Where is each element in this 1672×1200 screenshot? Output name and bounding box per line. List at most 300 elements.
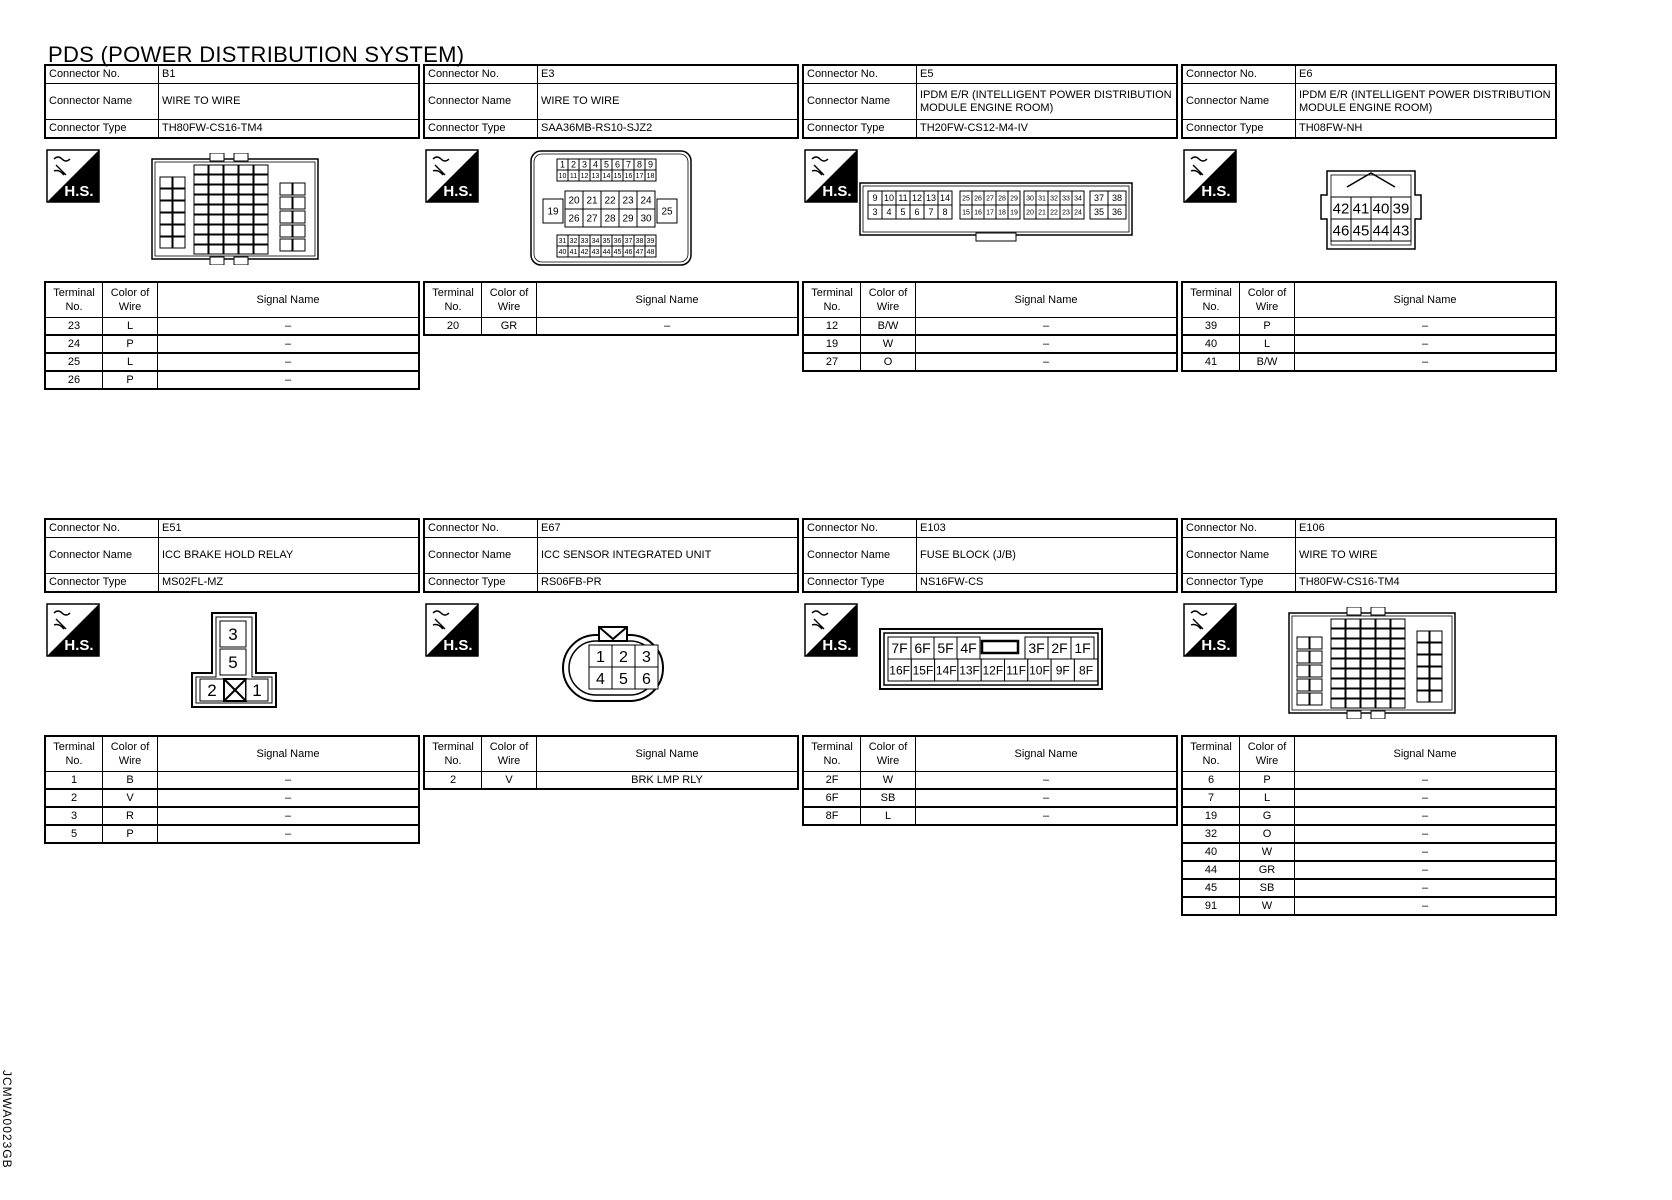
connector-no-label: Connector No. <box>45 519 159 538</box>
terminal-table <box>802 281 1178 372</box>
color-of-wire-header: Color of Wire <box>1240 736 1295 772</box>
pin-number: 24 <box>640 195 652 207</box>
pin-number: 43 <box>1392 222 1410 240</box>
pin-number: 14 <box>602 173 611 181</box>
pin-cell <box>888 637 911 659</box>
wire-color: W <box>861 335 916 353</box>
pin-cell <box>1391 639 1405 648</box>
pin-cell <box>590 159 601 170</box>
pin-number: 21 <box>1038 209 1046 217</box>
pin-cell <box>1331 619 1345 628</box>
pin-number: 17 <box>635 173 644 181</box>
pin-cell <box>935 659 958 681</box>
pin-cell <box>1430 691 1442 702</box>
pin-cell <box>634 159 645 170</box>
pin-cell <box>194 195 208 204</box>
signal-name: – <box>158 335 420 353</box>
signal-name: – <box>158 318 420 336</box>
terminal-table <box>423 735 799 790</box>
wire-color: P <box>1240 772 1295 790</box>
pin-cell <box>934 637 957 659</box>
pin-cell <box>1008 205 1020 219</box>
pin-cell <box>160 201 172 212</box>
pin-number: 7 <box>928 207 934 218</box>
pin-number: 10 <box>558 173 567 181</box>
connector-name-label: Connector Name <box>1182 538 1296 574</box>
connector-no-value: E51 <box>159 519 420 538</box>
connector-type-value: RS06FB-PR <box>538 574 799 593</box>
pin-number: 20 <box>568 195 580 207</box>
terminal-no: 19 <box>1182 807 1240 825</box>
pin-cell <box>293 239 305 251</box>
pin-cell <box>173 237 185 248</box>
pin-cell <box>280 239 292 251</box>
wire-color: L <box>103 353 158 371</box>
pin-cell <box>635 667 658 689</box>
pin-cell <box>623 246 634 257</box>
pin-number: 45 <box>613 249 622 257</box>
connector-no-value: E106 <box>1296 519 1557 538</box>
connector-header-table <box>44 64 420 139</box>
connector-diagram <box>423 593 799 735</box>
connector-header-table <box>44 518 420 593</box>
terminal-table <box>1181 735 1557 916</box>
pin-cell <box>1430 643 1442 654</box>
pin-cell <box>868 205 882 219</box>
hs-label: H.S. <box>1201 183 1231 200</box>
pin-number: 20 <box>1026 209 1034 217</box>
terminal-table <box>423 281 799 336</box>
pin-cell <box>612 159 623 170</box>
pin-cell <box>957 637 980 659</box>
pin-number: 36 <box>1111 207 1123 218</box>
pin-cell <box>1430 655 1442 666</box>
pin-number: 37 <box>1093 193 1105 204</box>
pin-cell <box>194 175 208 184</box>
pin-number: 38 <box>635 238 644 246</box>
pin-number: 6 <box>642 670 651 688</box>
pin-cell <box>1346 689 1360 698</box>
pin-number: 39 <box>646 238 655 246</box>
pin-number: 4 <box>596 670 605 688</box>
pin-number: 15 <box>962 209 970 217</box>
pin-cell <box>1090 205 1108 219</box>
pin-cell <box>1297 665 1309 677</box>
pin-cell <box>280 183 292 195</box>
pin-number: 29 <box>622 213 634 225</box>
connector-block-e3 <box>423 64 799 336</box>
table-row <box>1182 318 1556 336</box>
wire-color: L <box>861 807 916 825</box>
pin-cell <box>1005 659 1028 681</box>
pin-cell <box>239 245 253 254</box>
terminal-no-header: Terminal No. <box>1182 736 1240 772</box>
signal-name: – <box>1295 807 1557 825</box>
table-row <box>1182 807 1556 825</box>
table-row <box>45 318 419 336</box>
terminal-no: 2F <box>803 772 861 790</box>
pin-number: 1F <box>1074 640 1091 657</box>
terminal-table <box>44 735 420 844</box>
pin-cell <box>173 213 185 224</box>
connector-no-label: Connector No. <box>803 519 917 538</box>
connector-type-value: MS02FL-MZ <box>159 574 420 593</box>
connector-name-label: Connector Name <box>803 84 917 120</box>
connector-name-value: IPDM E/R (INTELLIGENT POWER DISTRIBUTION MODULE ENGINE ROOM) <box>917 84 1178 120</box>
terminal-no: 5 <box>45 825 103 843</box>
table-row <box>1182 353 1556 371</box>
pin-number: 13 <box>591 173 600 181</box>
pin-number: 5 <box>619 670 628 688</box>
pin-cell <box>1391 669 1405 678</box>
connector-face-dense <box>1287 607 1457 719</box>
terminal-no-header: Terminal No. <box>1182 282 1240 318</box>
pin-cell <box>1310 665 1322 677</box>
pin-cell <box>612 235 623 246</box>
pin-cell <box>1361 669 1375 678</box>
pin-number: 17 <box>986 209 994 217</box>
pin-cell <box>1108 191 1126 205</box>
pin-number: 8F <box>1079 663 1094 678</box>
color-of-wire-header: Color of Wire <box>482 736 537 772</box>
terminal-no: 7 <box>1182 789 1240 807</box>
hs-label: H.S. <box>443 637 473 654</box>
pin-cell <box>612 246 623 257</box>
pin-number: 4F <box>960 640 977 657</box>
pin-cell <box>220 649 246 675</box>
pin-number: 6F <box>914 640 931 657</box>
connector-diagram <box>802 593 1178 735</box>
pin-cell <box>565 191 583 209</box>
pin-number: 43 <box>591 249 600 257</box>
pin-number: 16 <box>624 173 633 181</box>
pin-cell <box>568 159 579 170</box>
pin-cell <box>960 191 972 205</box>
pin-cell <box>1310 679 1322 691</box>
pin-cell <box>1391 629 1405 638</box>
connector-name-label: Connector Name <box>45 538 159 574</box>
pin-cell <box>601 159 612 170</box>
pin-cell <box>1036 191 1048 205</box>
connector-name-label: Connector Name <box>1182 84 1296 120</box>
pin-cell <box>239 165 253 174</box>
pin-cell <box>1376 649 1390 658</box>
pin-cell <box>239 215 253 224</box>
pin-cell <box>612 667 635 689</box>
pin-number: 23 <box>1062 209 1070 217</box>
pin-cell <box>635 645 658 667</box>
pin-cell <box>634 235 645 246</box>
pin-cell <box>173 177 185 188</box>
connector-diagram <box>802 139 1178 281</box>
color-of-wire-header: Color of Wire <box>103 282 158 318</box>
connector-type-label: Connector Type <box>45 120 159 139</box>
connector-type-label: Connector Type <box>803 120 917 139</box>
pin-cell <box>1430 667 1442 678</box>
connector-no-value: E103 <box>917 519 1178 538</box>
connector-diagram <box>44 139 420 281</box>
wire-color: B <box>103 772 158 790</box>
connector-diagram <box>1181 139 1557 281</box>
pin-cell <box>1417 655 1429 666</box>
terminal-no: 2 <box>45 789 103 807</box>
pin-cell <box>1417 667 1429 678</box>
terminal-no: 8F <box>803 807 861 825</box>
terminal-table <box>1181 281 1557 372</box>
pin-number: 10 <box>883 193 895 204</box>
pin-number: 18 <box>998 209 1006 217</box>
pin-cell <box>623 235 634 246</box>
connector-diagram <box>44 593 420 735</box>
pin-cell <box>239 185 253 194</box>
pin-cell <box>173 201 185 212</box>
connector-header-table <box>423 518 799 593</box>
connector-face-e51 <box>190 611 282 709</box>
pin-number: 3 <box>872 207 878 218</box>
terminal-no-header: Terminal No. <box>424 282 482 318</box>
signal-name: – <box>916 335 1178 353</box>
connector-type-label: Connector Type <box>424 574 538 593</box>
pin-cell <box>1024 191 1036 205</box>
pin-number: 34 <box>1074 195 1082 203</box>
pin-cell <box>637 191 655 209</box>
pin-cell <box>173 189 185 200</box>
pin-number: 14 <box>939 193 951 204</box>
connector-type-value: SAA36MB-RS10-SJZ2 <box>538 120 799 139</box>
wire-color: L <box>103 318 158 336</box>
pin-number: 42 <box>580 249 589 257</box>
pin-number: 2 <box>570 159 577 170</box>
table-row <box>45 825 419 843</box>
pin-number: 16F <box>889 663 910 678</box>
pin-cell <box>209 235 223 244</box>
signal-name: – <box>916 353 1178 371</box>
pin-number: 2 <box>619 648 628 666</box>
connector-name-value: WIRE TO WIRE <box>159 84 420 120</box>
connector-no-label: Connector No. <box>424 65 538 84</box>
connector-no-value: E3 <box>538 65 799 84</box>
terminal-no: 1 <box>45 772 103 790</box>
pin-cell <box>209 215 223 224</box>
pin-cell <box>1331 669 1345 678</box>
connector-type-value: TH08FW-NH <box>1296 120 1557 139</box>
pin-cell <box>160 189 172 200</box>
table-row <box>1182 825 1556 843</box>
connector-header-table <box>423 64 799 139</box>
pin-cell <box>590 246 601 257</box>
hs-label: H.S. <box>64 637 94 654</box>
signal-name: – <box>1295 843 1557 861</box>
pin-number: 22 <box>1050 209 1058 217</box>
pin-number: 12F <box>982 663 1004 678</box>
wire-color: SB <box>1240 879 1295 897</box>
signal-name-header: Signal Name <box>537 736 799 772</box>
terminal-no: 2 <box>424 772 482 790</box>
table-row <box>803 318 1177 336</box>
pin-number: 1 <box>252 681 262 701</box>
connector-block-e67 <box>423 518 799 790</box>
pin-cell <box>1417 643 1429 654</box>
pin-cell <box>239 205 253 214</box>
signal-name: – <box>158 772 420 790</box>
pin-number: 34 <box>591 238 600 246</box>
pin-cell <box>1346 669 1360 678</box>
pin-cell <box>224 225 238 234</box>
pin-cell <box>1417 691 1429 702</box>
connector-face-e5 <box>858 179 1134 243</box>
pin-cell <box>1376 659 1390 668</box>
wire-color: P <box>103 335 158 353</box>
pin-cell <box>910 191 924 205</box>
terminal-no-header: Terminal No. <box>803 736 861 772</box>
pin-cell <box>557 159 568 170</box>
terminal-no: 32 <box>1182 825 1240 843</box>
pin-cell <box>254 195 268 204</box>
signal-name: – <box>1295 318 1557 336</box>
terminal-no: 25 <box>45 353 103 371</box>
terminal-no-header: Terminal No. <box>45 282 103 318</box>
pin-cell <box>209 175 223 184</box>
table-row <box>424 772 798 790</box>
pin-cell <box>1331 699 1345 708</box>
connector-header-table <box>802 64 1178 139</box>
pin-cell <box>209 205 223 214</box>
hs-harness-side-icon <box>425 149 479 203</box>
pin-cell <box>1331 197 1351 219</box>
wire-color: V <box>103 789 158 807</box>
signal-name: – <box>1295 825 1557 843</box>
pin-cell <box>568 170 579 181</box>
signal-name: – <box>1295 897 1557 915</box>
pin-cell <box>924 191 938 205</box>
pin-number: 33 <box>1062 195 1070 203</box>
pin-cell <box>882 191 896 205</box>
connector-block-e103 <box>802 518 1178 826</box>
hs-label: H.S. <box>64 183 94 200</box>
pin-cell <box>293 197 305 209</box>
pin-cell <box>1430 679 1442 690</box>
pin-cell <box>239 195 253 204</box>
pin-cell <box>543 199 563 223</box>
pin-number: 9 <box>872 193 878 204</box>
terminal-no: 23 <box>45 318 103 336</box>
pin-cell <box>557 235 568 246</box>
pin-cell <box>224 185 238 194</box>
pin-cell <box>1361 639 1375 648</box>
signal-name: – <box>916 789 1178 807</box>
connector-type-value: TH80FW-CS16-TM4 <box>159 120 420 139</box>
signal-name-header: Signal Name <box>158 282 420 318</box>
signal-name-header: Signal Name <box>916 282 1178 318</box>
pin-number: 26 <box>974 195 982 203</box>
connector-name-value: ICC BRAKE HOLD RELAY <box>159 538 420 574</box>
color-of-wire-header: Color of Wire <box>103 736 158 772</box>
pin-number: 41 <box>1352 200 1370 218</box>
terminal-no: 26 <box>45 371 103 389</box>
hs-harness-side-icon <box>804 603 858 657</box>
wire-color: W <box>1240 843 1295 861</box>
pin-number: 4 <box>886 207 892 218</box>
connector-name-value: ICC SENSOR INTEGRATED UNIT <box>538 538 799 574</box>
pin-cell <box>645 170 656 181</box>
signal-name: BRK LMP RLY <box>537 772 799 790</box>
pin-cell <box>601 191 619 209</box>
connector-no-value: E67 <box>538 519 799 538</box>
pin-cell <box>1430 631 1442 642</box>
signal-name: – <box>1295 879 1557 897</box>
pin-cell <box>583 209 601 227</box>
pin-number: 3F <box>1028 640 1045 657</box>
page-title: PDS (POWER DISTRIBUTION SYSTEM) <box>48 42 465 67</box>
connector-name-value: FUSE BLOCK (J/B) <box>917 538 1178 574</box>
pin-cell <box>1297 693 1309 705</box>
terminal-no: 20 <box>424 318 482 336</box>
pin-cell <box>224 195 238 204</box>
table-row <box>45 772 419 790</box>
pin-cell <box>1331 219 1351 241</box>
table-row <box>424 318 798 336</box>
pin-cell <box>194 165 208 174</box>
connector-face-e67 <box>561 625 665 705</box>
hs-harness-side-icon <box>46 603 100 657</box>
pin-number: 47 <box>635 249 644 257</box>
pin-number: 35 <box>1093 207 1105 218</box>
pin-cell <box>220 621 246 647</box>
pin-cell <box>579 235 590 246</box>
pin-cell <box>1331 629 1345 638</box>
hs-harness-side-icon <box>46 149 100 203</box>
terminal-no: 6 <box>1182 772 1240 790</box>
pin-cell <box>579 246 590 257</box>
connector-name-label: Connector Name <box>45 84 159 120</box>
pin-cell <box>1361 619 1375 628</box>
pin-number: 5 <box>900 207 906 218</box>
pin-number: 40 <box>1372 200 1390 218</box>
pin-number: 42 <box>1332 200 1350 218</box>
signal-name: – <box>1295 353 1557 371</box>
pin-cell <box>1331 639 1345 648</box>
blank-cavity <box>224 679 246 701</box>
pin-number: 18 <box>646 173 655 181</box>
terminal-no-header: Terminal No. <box>45 736 103 772</box>
pin-cell <box>280 225 292 237</box>
pin-cell <box>1361 689 1375 698</box>
connector-no-label: Connector No. <box>45 65 159 84</box>
signal-name-header: Signal Name <box>1295 736 1557 772</box>
pin-cell <box>1376 699 1390 708</box>
pin-cell <box>1391 659 1405 668</box>
pin-number: 30 <box>640 213 652 225</box>
pin-cell <box>868 191 882 205</box>
pin-cell <box>194 215 208 224</box>
color-of-wire-header: Color of Wire <box>861 736 916 772</box>
pin-number: 14F <box>935 663 957 678</box>
pin-cell <box>938 191 952 205</box>
pin-cell <box>254 245 268 254</box>
pin-cell <box>960 205 972 219</box>
pin-number: 6 <box>914 207 920 218</box>
pin-number: 5 <box>603 159 610 170</box>
terminal-no-header: Terminal No. <box>424 736 482 772</box>
pin-cell <box>1297 679 1309 691</box>
pin-cell <box>1346 699 1360 708</box>
signal-name: – <box>537 318 799 336</box>
table-row <box>803 772 1177 790</box>
pin-cell <box>972 191 984 205</box>
pin-cell <box>1048 205 1060 219</box>
pin-number: 27 <box>586 213 598 225</box>
pin-number: 2 <box>207 681 217 701</box>
